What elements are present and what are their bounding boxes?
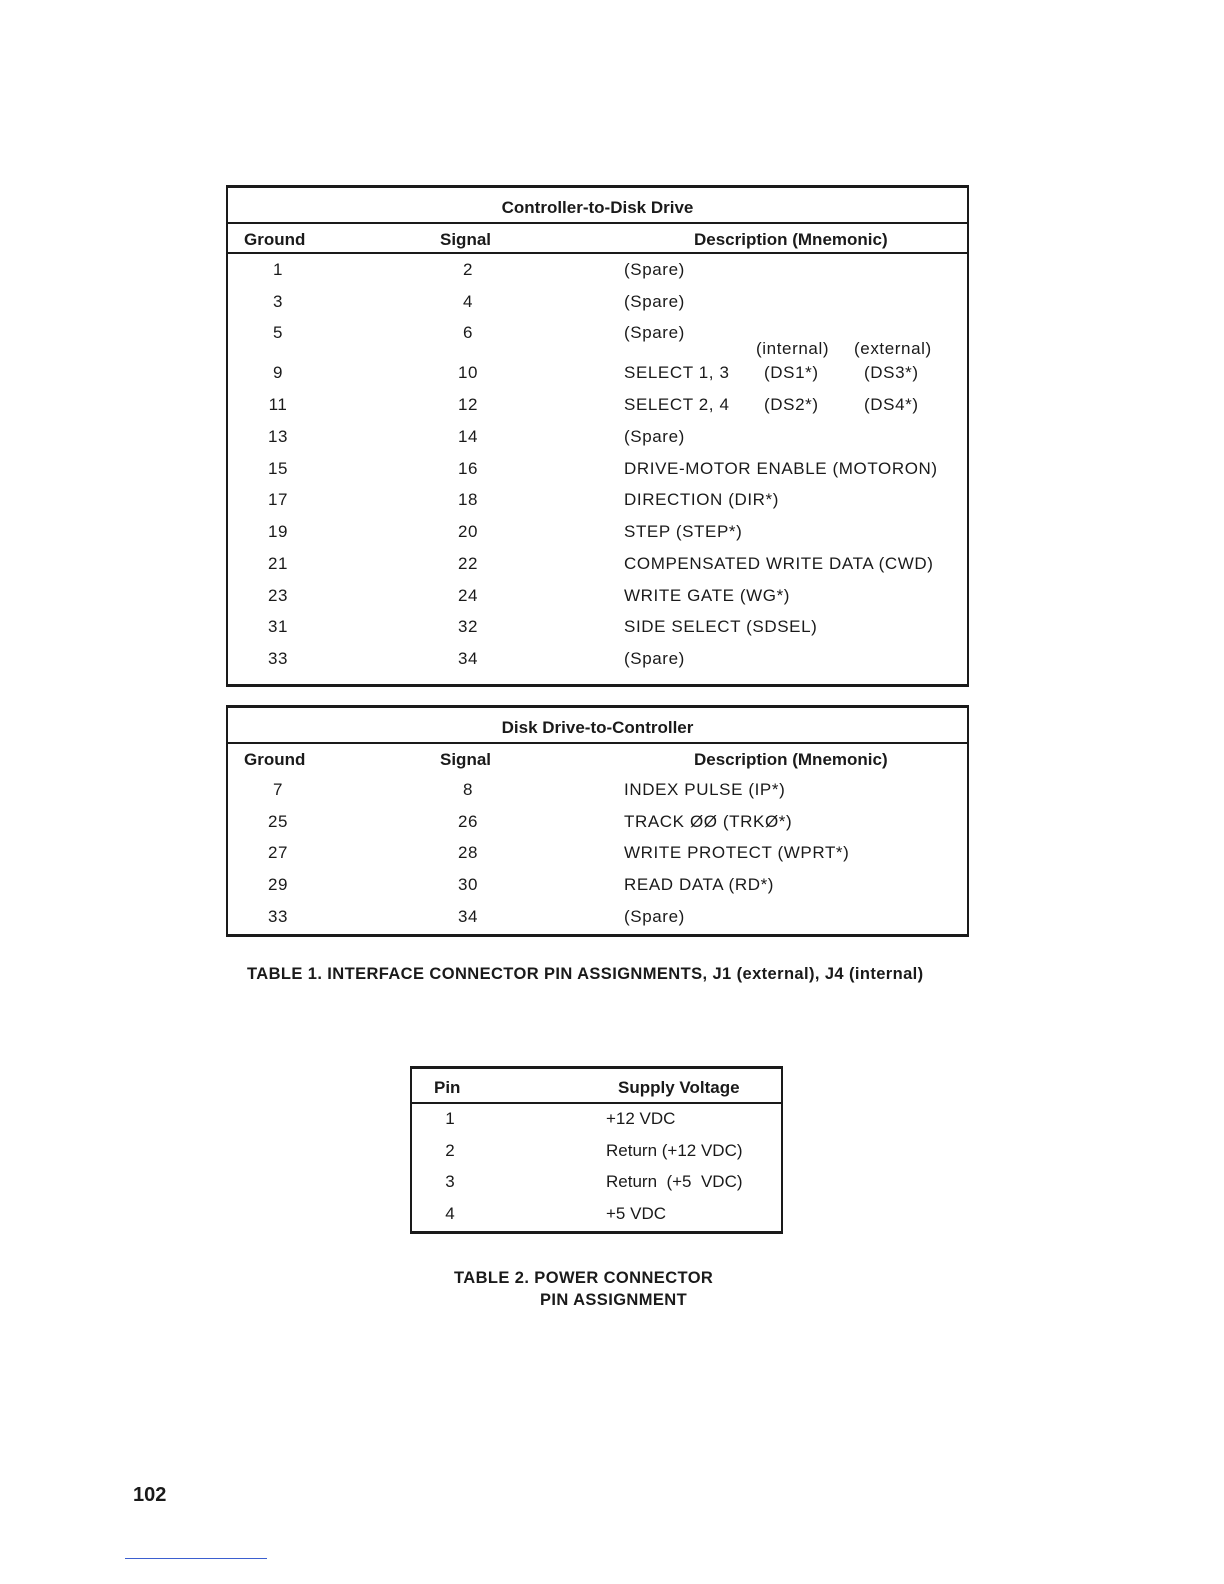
header-pin: Pin bbox=[434, 1078, 461, 1097]
table-row: 17 18 DIRECTION (DIR*) bbox=[267, 490, 780, 510]
table1-header-row bbox=[228, 744, 967, 774]
table-row: 33 34 (Spare) bbox=[267, 648, 685, 668]
table-row: 3 Return (+5 VDC) bbox=[445, 1172, 743, 1191]
table2-caption-line1: TABLE 2. POWER CONNECTOR bbox=[454, 1269, 714, 1287]
table-row: 31 32 SIDE SELECT (SDSEL) bbox=[267, 617, 818, 637]
table-row: 1 2 (Spare) bbox=[272, 260, 685, 279]
table-row: 27 28 WRITE PROTECT (WPRT*) bbox=[267, 843, 850, 863]
select-internal: (DS2*) bbox=[764, 395, 819, 415]
footer-rule bbox=[125, 1558, 267, 1559]
header-supply-voltage: Supply Voltage bbox=[618, 1078, 740, 1097]
header-description: Description (Mnemonic) bbox=[694, 750, 888, 769]
drive-to-controller-table bbox=[226, 705, 969, 937]
header-ground: Ground bbox=[244, 750, 306, 769]
table-row: 23 24 WRITE GATE (WG*) bbox=[267, 585, 791, 605]
table2-caption-line2: PIN ASSIGNMENT bbox=[540, 1291, 688, 1309]
table-row: 9 10 SELECT 1, 3 (DS1*) (DS3*) bbox=[272, 363, 919, 383]
table1-caption: TABLE 1. INTERFACE CONNECTOR PIN ASSIGNMENTS, J1 (external), J4 (internal) bbox=[247, 965, 924, 983]
header-description: Description (Mnemonic) bbox=[694, 230, 888, 249]
section-title-controller-to-drive: Controller-to-Disk Drive bbox=[228, 188, 967, 224]
table-row: 3 4 (Spare) bbox=[272, 291, 685, 311]
table-row: 11 12 SELECT 2, 4 (DS2*) (DS4*) bbox=[268, 395, 919, 415]
table-row: 25 26 TRACK ØØ (TRKØ*) bbox=[267, 811, 793, 831]
section-title-drive-to-controller: Disk Drive-to-Controller bbox=[228, 708, 967, 744]
select-internal: (DS1*) bbox=[764, 363, 819, 383]
select-external: (DS4*) bbox=[864, 395, 919, 415]
power-connector-table bbox=[410, 1066, 783, 1234]
table-row: 5 6 (Spare) (internal) (external) bbox=[272, 323, 932, 359]
select-external: (DS3*) bbox=[864, 363, 919, 383]
controller-rows bbox=[228, 254, 967, 675]
table-row: 1 +12 VDC bbox=[445, 1109, 676, 1128]
table-row: 4 +5 VDC bbox=[445, 1203, 666, 1223]
table-row: 7 8 INDEX PULSE (IP*) bbox=[272, 780, 786, 799]
header-signal: Signal bbox=[440, 230, 492, 249]
page-number: 102 bbox=[133, 1484, 167, 1506]
drive-rows bbox=[228, 774, 967, 932]
table-row: 29 30 READ DATA (RD*) bbox=[267, 875, 775, 895]
subheader-internal: (internal) bbox=[756, 339, 830, 359]
table-row: 19 20 STEP (STEP*) bbox=[267, 522, 743, 542]
subheader-external: (external) bbox=[854, 339, 932, 359]
table-row: 13 14 (Spare) bbox=[267, 427, 685, 447]
table-row: 15 16 DRIVE-MOTOR ENABLE (MOTORON) bbox=[267, 458, 938, 478]
table2-header-row bbox=[412, 1069, 781, 1104]
table-row: 2 Return (+12 VDC) bbox=[445, 1140, 743, 1160]
table-row: 21 22 COMPENSATED WRITE DATA (CWD) bbox=[267, 553, 934, 573]
table-row: 33 34 (Spare) bbox=[267, 906, 685, 926]
controller-to-drive-table bbox=[226, 185, 969, 687]
header-signal: Signal bbox=[440, 750, 492, 769]
table1-header-row bbox=[228, 224, 967, 254]
header-ground: Ground bbox=[244, 230, 306, 249]
